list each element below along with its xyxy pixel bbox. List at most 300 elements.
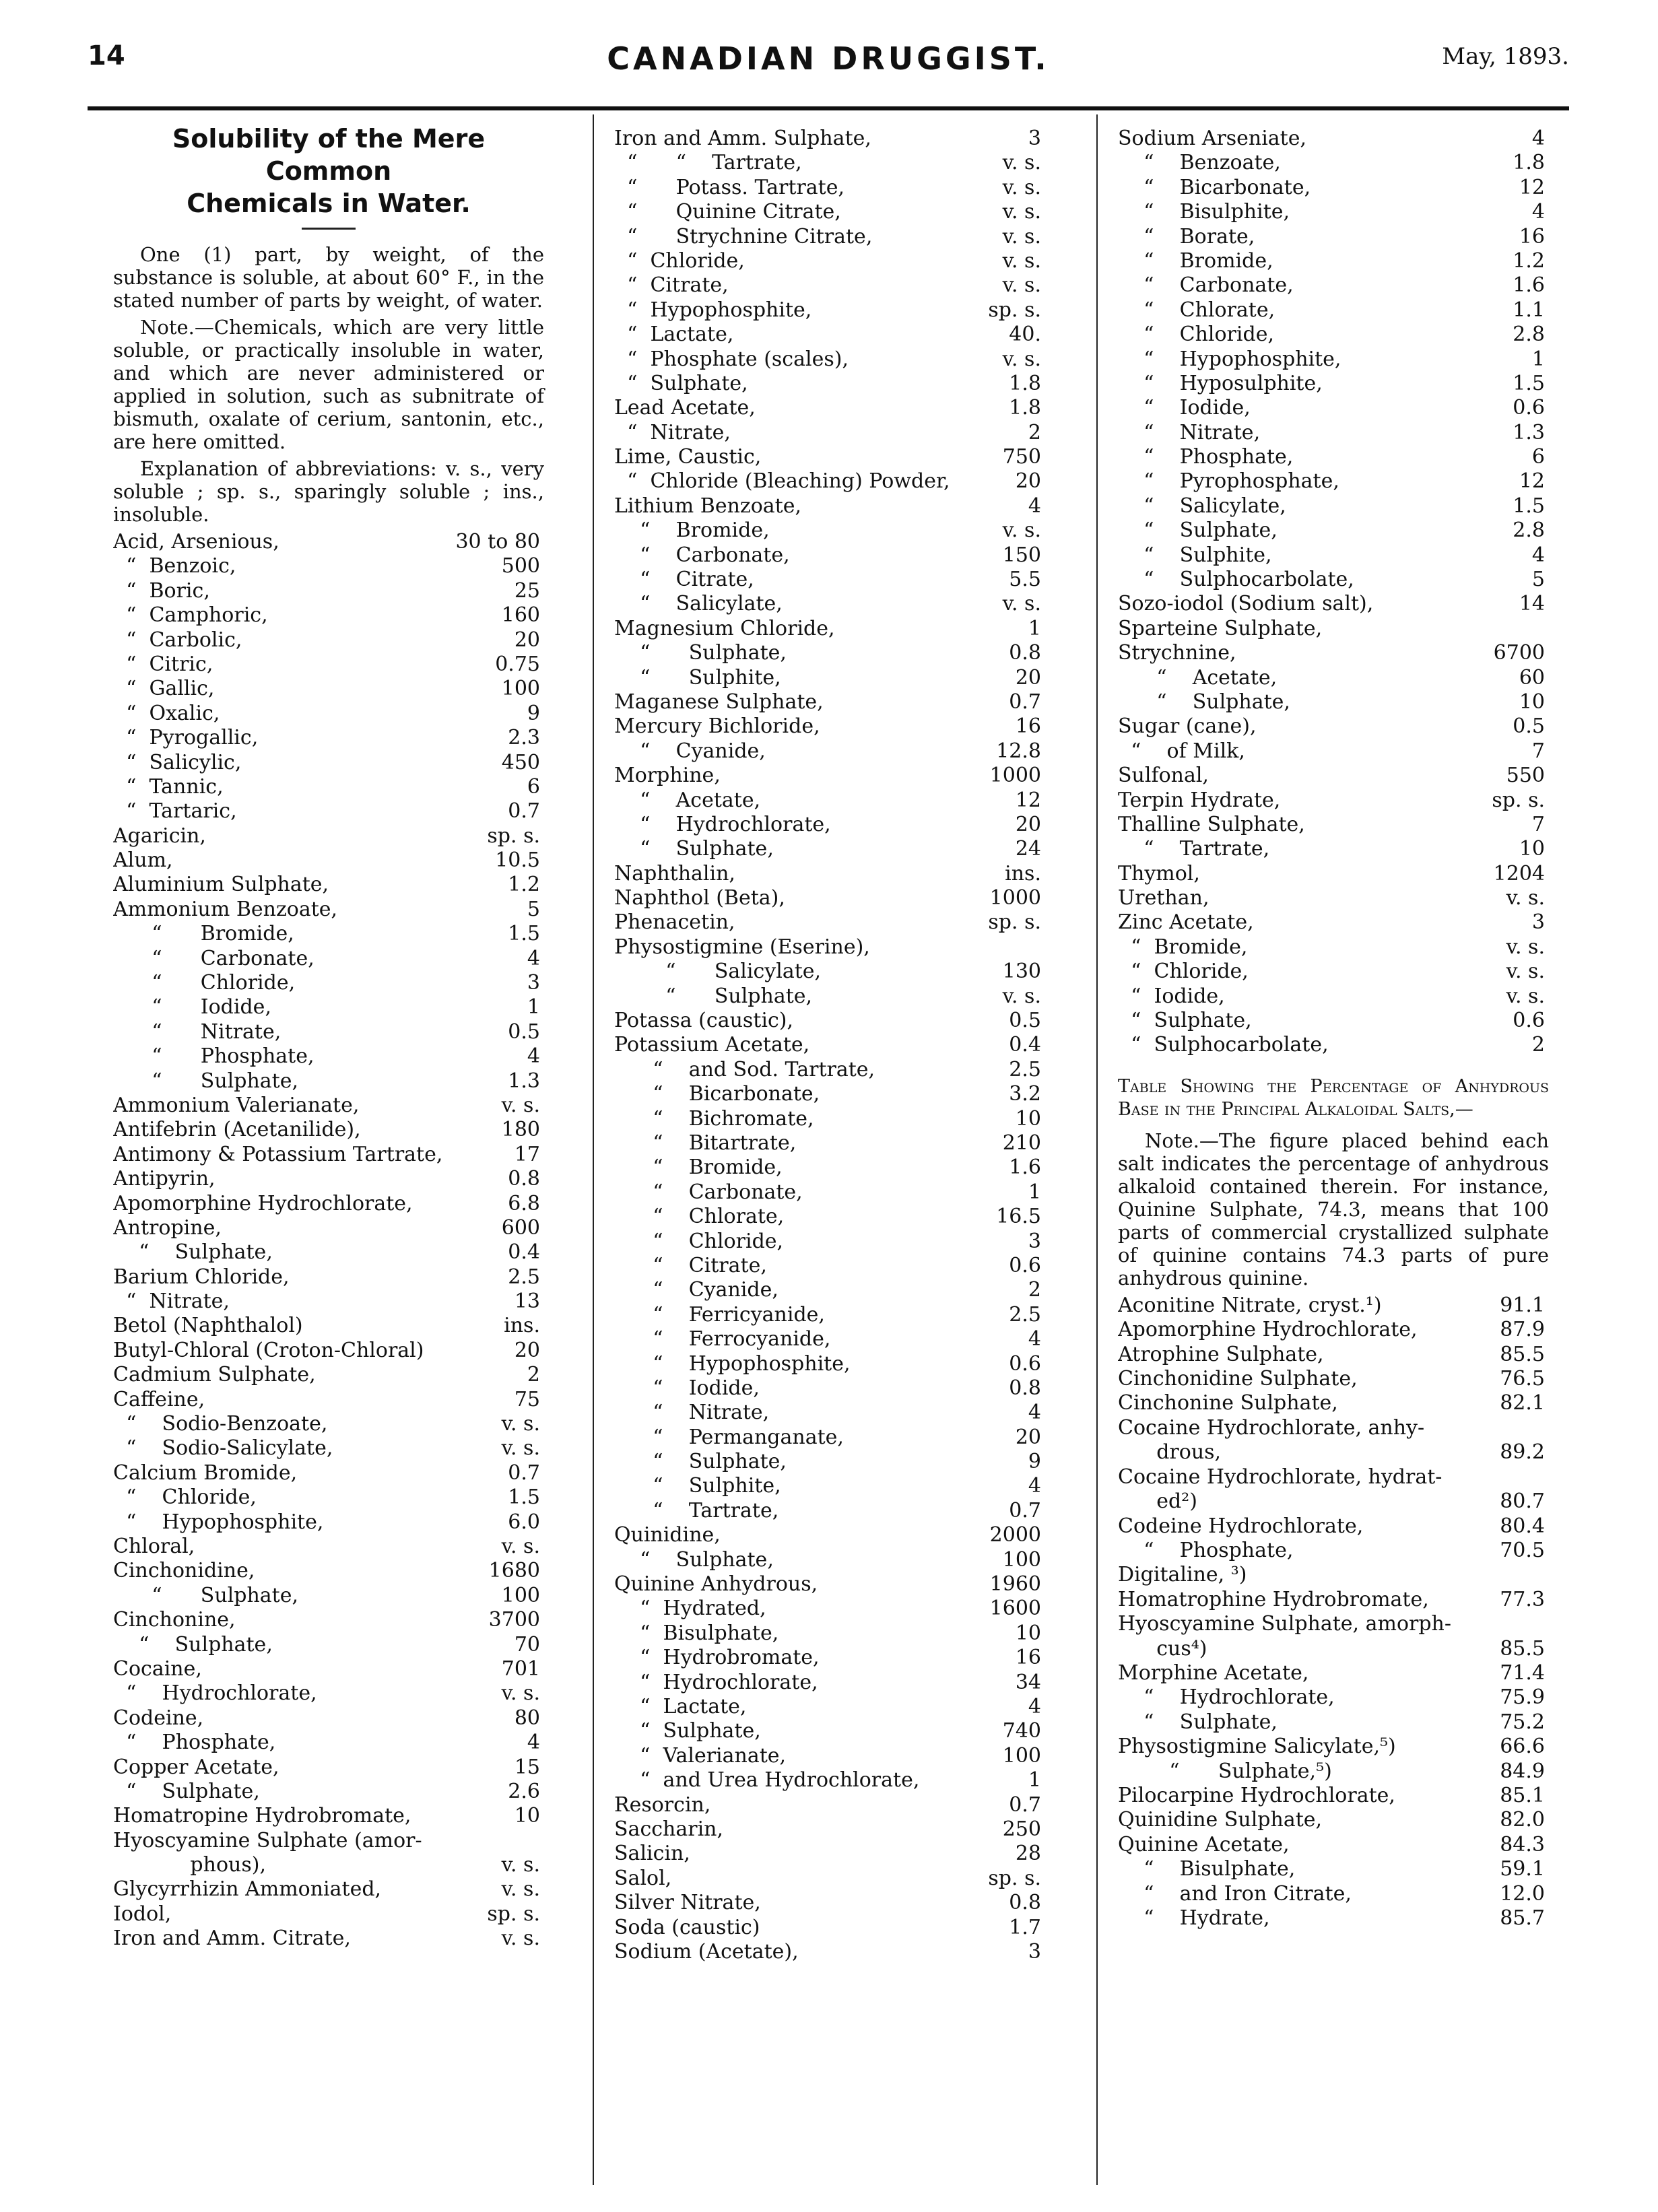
list-item (1118, 1416, 1549, 1465)
solubility-value: 750 (1002, 445, 1041, 469)
list-item (113, 1608, 544, 1632)
column-2 (614, 123, 1045, 1964)
solubility-value: 6.0 (508, 1510, 540, 1534)
list-item (614, 176, 1045, 200)
substance-name: “ Phosphate, (113, 1044, 314, 1069)
substance-name: Aluminium Sulphate, (113, 873, 329, 897)
substance-name: “ Chloride (Bleaching) Powder, (614, 469, 950, 494)
list-item (1118, 714, 1549, 739)
list-item (1118, 421, 1549, 445)
solubility-value: 0.4 (1009, 1033, 1041, 1057)
solubility-value: 2.5 (1009, 1057, 1041, 1081)
list-item (113, 824, 544, 848)
substance-name: Potassium Acetate, (614, 1033, 810, 1057)
solubility-value: 87.9 (1500, 1318, 1545, 1342)
list-item (614, 494, 1045, 518)
substance-name: “ Sulphate, (1118, 1710, 1278, 1734)
solubility-value: v. s. (501, 1093, 540, 1117)
substance-name: Pilocarpine Hydrochlorate, (1118, 1783, 1395, 1807)
substance-name: “ Bicarbonate, (1118, 175, 1311, 199)
list-item (614, 1352, 1045, 1376)
list-item (1118, 445, 1549, 469)
substance-name: “ Benzoic, (113, 554, 236, 578)
solubility-value: 1 (527, 995, 540, 1019)
substance-name: “ Citrate, (614, 1253, 767, 1277)
substance-name: “ Bromide, (113, 922, 294, 946)
solubility-value: 0.6 (1513, 396, 1545, 420)
list-item (113, 579, 544, 603)
solubility-value: 0.7 (1009, 690, 1041, 714)
solubility-value: 12 (1519, 175, 1545, 199)
substance-name: Thymol, (1118, 861, 1200, 885)
solubility-value: 100 (501, 1583, 540, 1607)
solubility-value: 40. (1009, 323, 1041, 347)
substance-name: “ Acetate, (1118, 665, 1278, 690)
substance-name: Aconitine Nitrate, cryst.¹) (1118, 1293, 1382, 1317)
list-item (614, 1842, 1045, 1866)
list-item (1118, 1343, 1549, 1367)
substance-name: Naphthol (Beta), (614, 886, 785, 910)
solubility-value: 25 (514, 578, 540, 603)
list-item (113, 628, 544, 652)
solubility-value: 13 (514, 1289, 540, 1314)
solubility-value: 1 (1531, 347, 1545, 371)
substance-name: “ Sulphate, (614, 984, 813, 1008)
list-item (1118, 1906, 1549, 1931)
substance-name: “ Sulphate, (113, 1069, 298, 1093)
list-item (614, 1254, 1045, 1278)
substance-name: Lead Acetate, (614, 396, 756, 420)
solubility-value: 6 (527, 774, 540, 799)
list-item (113, 1094, 544, 1118)
solubility-value: ins. (1005, 861, 1041, 885)
list-item (113, 1633, 544, 1657)
substance-name: “ Bromide, (1118, 935, 1248, 959)
list-item (614, 1033, 1045, 1057)
substance-name: “ Oxalic, (113, 701, 220, 725)
solubility-value: 1.5 (508, 1485, 540, 1510)
list-item (113, 947, 544, 971)
list-item (113, 1143, 544, 1167)
solubility-value: v. s. (1002, 518, 1041, 543)
solubility-value: 75.2 (1500, 1710, 1545, 1734)
solubility-value: 0.6 (1009, 1351, 1041, 1376)
list-item (614, 1597, 1045, 1621)
substance-name: Homatropine Hydrobromate, (113, 1804, 411, 1828)
substance-name: Acid, Arsenious, (113, 529, 279, 554)
substance-name: Apomorphine Hydrochlorate, (1118, 1318, 1418, 1342)
solubility-value: v. s. (1002, 592, 1041, 616)
solubility-value: 16 (1519, 224, 1545, 248)
list-item (113, 1877, 544, 1902)
substance-name: “ Sulphocarbolate, (1118, 1033, 1329, 1057)
solubility-value: 5.5 (1009, 568, 1041, 592)
solubility-value: 12 (1519, 469, 1545, 494)
list-item (113, 873, 544, 897)
substance-name: “ Iodide, (113, 995, 271, 1019)
solubility-value: 2.3 (508, 726, 540, 750)
substance-name: “ Acetate, (614, 788, 761, 812)
list-item (614, 372, 1045, 396)
list-item (113, 995, 544, 1019)
solubility-value: sp. s. (487, 824, 540, 848)
list-item (614, 298, 1045, 323)
solubility-value: 82.1 (1500, 1391, 1545, 1415)
list-item (1118, 666, 1549, 690)
substance-name: “ Sulphocarbolate, (1118, 568, 1354, 592)
list-item (113, 1485, 544, 1510)
list-item (113, 1902, 544, 1926)
substance-name: “ Bisulphate, (1118, 1857, 1296, 1881)
substance-name: “ Potass. Tartrate, (614, 175, 844, 199)
list-item (614, 1916, 1045, 1940)
list-item (113, 1461, 544, 1485)
solubility-value: 1.1 (1513, 298, 1545, 322)
solubility-value: 1.6 (1513, 273, 1545, 298)
solubility-list-3 (1118, 127, 1549, 1058)
substance-name: “ Chlorate, (1118, 298, 1275, 322)
list-item (1118, 1882, 1549, 1906)
list-item (614, 1719, 1045, 1743)
solubility-value: 600 (501, 1215, 540, 1240)
solubility-value: 76.5 (1500, 1367, 1545, 1391)
list-item (614, 323, 1045, 347)
solubility-value: 1.5 (1513, 371, 1545, 395)
solubility-value: v. s. (1002, 224, 1041, 248)
substance-name: “ Sulphite, (614, 665, 781, 690)
substance-name: Zinc Acetate, (1118, 910, 1254, 935)
solubility-value: v. s. (1002, 273, 1041, 298)
solubility-value: 0.8 (1009, 641, 1041, 665)
solubility-value: v. s. (1002, 200, 1041, 224)
list-item (614, 1523, 1045, 1547)
substance-name: “ Tartrate, (1118, 837, 1270, 861)
substance-name: “ of Milk, (1118, 739, 1245, 763)
solubility-value: v. s. (1506, 886, 1545, 910)
solubility-value: v. s. (501, 1853, 540, 1877)
article-title-line-1: Solubility of the Mere Common (172, 124, 486, 186)
substance-name: Salol, (614, 1866, 672, 1890)
substance-name: “ Sulphate, (614, 837, 774, 861)
substance-name: Lime, Caustic, (614, 445, 762, 469)
list-item (614, 1303, 1045, 1327)
list-item (113, 1363, 544, 1387)
solubility-value: 5 (1531, 568, 1545, 592)
substance-name: Morphine, (614, 764, 721, 788)
solubility-list-1 (113, 530, 544, 1951)
solubility-value: v. s. (1002, 984, 1041, 1008)
list-item (1118, 1367, 1549, 1391)
substance-name: “ Sulphate, (614, 371, 748, 395)
substance-name: “ Sulphite, (614, 1474, 781, 1498)
substance-name: “ Tartrate, (614, 1498, 779, 1522)
list-item (1118, 347, 1549, 372)
solubility-value: 4 (1028, 1474, 1041, 1498)
substance-name: Codeine Hydrochlorate, (1118, 1514, 1364, 1538)
list-item (1118, 249, 1549, 273)
list-item (113, 1289, 544, 1314)
solubility-value: 85.5 (1500, 1342, 1545, 1366)
list-item (614, 837, 1045, 861)
solubility-value: 3700 (488, 1608, 540, 1632)
solubility-value: 1.8 (1009, 396, 1041, 420)
substance-name: Digitaline, ³) (1118, 1563, 1247, 1587)
list-item (614, 1327, 1045, 1351)
solubility-value: 4 (527, 1044, 540, 1069)
list-item (113, 751, 544, 775)
list-item (113, 530, 544, 554)
solubility-value: 3 (1028, 1939, 1041, 1964)
solubility-value: 5 (527, 897, 540, 921)
list-item (614, 862, 1045, 886)
column-divider (1096, 114, 1098, 2185)
solubility-value: 2 (1531, 1033, 1545, 1057)
substance-name: “ Cyanide, (614, 1278, 778, 1302)
solubility-value: 0.4 (508, 1240, 540, 1265)
list-item (1118, 984, 1549, 1009)
list-item (113, 848, 544, 873)
list-item (113, 652, 544, 677)
substance-name: “ Camphoric, (113, 603, 268, 628)
substance-name: Lithium Benzoate, (614, 494, 802, 518)
list-item (1118, 469, 1549, 494)
substance-name: Agaricin, (113, 824, 206, 848)
abbreviations-paragraph: Explanation of abbreviations: v. s., very soluble ; sp. s., sparingly soluble ; ins., insoluble. (113, 457, 544, 526)
list-item (614, 617, 1045, 641)
list-item (113, 677, 544, 701)
solubility-value: 2.5 (1009, 1302, 1041, 1327)
solubility-value: 71.4 (1500, 1661, 1545, 1685)
solubility-value: 0.8 (1009, 1376, 1041, 1400)
substance-name: Sulfonal, (1118, 764, 1209, 788)
list-item (1118, 543, 1549, 568)
list-item (614, 421, 1045, 445)
list-item (614, 1793, 1045, 1817)
solubility-value: 4 (1531, 543, 1545, 567)
solubility-value: 3 (1531, 910, 1545, 935)
solubility-value: 10 (1519, 837, 1545, 861)
solubility-value: 1.5 (1513, 494, 1545, 518)
substance-name: Apomorphine Hydrochlorate, (113, 1191, 413, 1215)
solubility-value: 450 (501, 750, 540, 774)
substance-name: Cinchonidine, (113, 1559, 255, 1583)
solubility-value: 1.2 (508, 873, 540, 897)
solubility-value: 75 (514, 1387, 540, 1411)
substance-name: “ Bitartrate, (614, 1131, 797, 1155)
solubility-value: 1 (1028, 616, 1041, 640)
list-item (113, 1436, 544, 1461)
substance-name: Physostigmine (Eserine), (614, 935, 870, 959)
solubility-value: 2000 (989, 1523, 1041, 1547)
substance-name: “ Citric, (113, 652, 213, 676)
solubility-value: 4 (1531, 126, 1545, 150)
list-item (113, 1731, 544, 1755)
list-item (1118, 323, 1549, 347)
substance-name: “ Ferrocyanide, (614, 1327, 831, 1351)
list-item (113, 554, 544, 578)
journal-title: CANADIAN DRUGGIST. (607, 40, 1050, 77)
substance-name: “ Phosphate, (113, 1731, 276, 1755)
solubility-value: 15 (514, 1755, 540, 1779)
solubility-value: 91.1 (1500, 1293, 1545, 1317)
list-item (614, 1768, 1045, 1792)
list-item (113, 1535, 544, 1559)
list-item (1118, 1857, 1549, 1881)
solubility-value: 70 (514, 1632, 540, 1656)
substance-name: “ Sulphate, (113, 1240, 273, 1265)
substance-name: Antifebrin (Acetanilide), (113, 1118, 361, 1142)
solubility-value: 1 (1028, 1768, 1041, 1792)
substance-name: phous), (113, 1853, 266, 1877)
list-item (614, 1107, 1045, 1131)
list-item (113, 1314, 544, 1339)
substance-name: “ Carbonate, (614, 543, 790, 567)
substance-name: “ Phosphate, (1118, 445, 1294, 469)
list-item (614, 518, 1045, 543)
solubility-value: v. s. (501, 1926, 540, 1951)
substance-name: Cadmium Sulphate, (113, 1363, 316, 1387)
list-item (113, 1020, 544, 1044)
substance-name: Chloral, (113, 1535, 195, 1558)
substance-name: Magnesium Chloride, (614, 616, 835, 640)
substance-name: “ “ Tartrate, (614, 151, 802, 175)
substance-name: Hyoscyamine Sulphate, amorph- cus⁴) (1118, 1612, 1452, 1661)
substance-name: “ Permanganate, (614, 1425, 844, 1449)
list-item (1118, 1465, 1549, 1514)
solubility-value: 100 (1002, 1547, 1041, 1572)
substance-name: Codeine, (113, 1706, 204, 1730)
substance-name: “ Chloride, (614, 1229, 784, 1253)
substance-name: “ Salicylate, (614, 592, 783, 616)
solubility-value: v. s. (501, 1877, 540, 1902)
substance-name: Alum, (113, 848, 173, 873)
solubility-value: 0.75 (495, 652, 540, 676)
list-item (1118, 1539, 1549, 1563)
solubility-value: 20 (1015, 812, 1041, 836)
substance-name: Atrophine Sulphate, (1118, 1342, 1324, 1366)
list-item (113, 971, 544, 995)
substance-name: “ Sodio-Benzoate, (113, 1412, 328, 1436)
solubility-value: 4 (1531, 200, 1545, 224)
substance-name: Quinidine, (614, 1523, 721, 1547)
solubility-value: 0.7 (1009, 1498, 1041, 1522)
list-item (614, 1817, 1045, 1842)
list-item (614, 935, 1045, 960)
substance-name: “ Sulphate, (614, 641, 787, 665)
solubility-value: v. s. (1002, 151, 1041, 175)
list-item (113, 1780, 544, 1804)
solubility-value: 9 (1028, 1450, 1041, 1474)
list-item (614, 960, 1045, 984)
substance-name: “ Sulphate, (113, 1779, 260, 1803)
solubility-value: 1.2 (1513, 248, 1545, 273)
substance-name: “ Hypophosphite, (614, 298, 812, 322)
list-item (1118, 151, 1549, 175)
list-item (614, 1474, 1045, 1498)
solubility-value: 6 (1531, 445, 1545, 469)
solubility-value: 84.9 (1500, 1759, 1545, 1783)
list-item (614, 641, 1045, 665)
solubility-value: v. s. (1002, 175, 1041, 199)
substance-name: “ Hypophosphite, (614, 1351, 851, 1376)
article-title (113, 123, 544, 220)
list-item (614, 1548, 1045, 1572)
substance-name: “ Sulphate, (1118, 690, 1290, 714)
substance-name: “ Citrate, (614, 568, 754, 592)
substance-name: “ Tartaric, (113, 799, 237, 824)
substance-name: Soda (caustic) (614, 1915, 760, 1939)
solubility-value: 4 (1028, 1401, 1041, 1425)
substance-name: Barium Chloride, (113, 1265, 290, 1289)
substance-name: Betol (Naphthalol) (113, 1314, 303, 1338)
list-item (113, 603, 544, 628)
substance-name: Ammonium Valerianate, (113, 1093, 360, 1117)
list-item (113, 1584, 544, 1608)
list-item (614, 1426, 1045, 1450)
list-item (113, 1339, 544, 1363)
list-item (614, 1450, 1045, 1474)
solubility-value: 84.3 (1500, 1832, 1545, 1856)
list-item (614, 1131, 1045, 1155)
list-item (614, 151, 1045, 175)
substance-name: “ Borate, (1118, 224, 1255, 248)
substance-name: Glycyrrhizin Ammoniated, (113, 1877, 382, 1902)
solubility-value: 14 (1519, 592, 1545, 616)
solubility-value: 89.2 (1500, 1440, 1545, 1465)
substance-name: “ Boric, (113, 578, 210, 603)
list-item (614, 1646, 1045, 1670)
header-rule (88, 106, 1569, 110)
list-item (614, 1155, 1045, 1180)
list-item (1118, 518, 1549, 543)
solubility-value: sp. s. (487, 1902, 540, 1926)
substance-name: “ Carbonate, (113, 946, 314, 970)
solubility-value: 20 (1015, 665, 1041, 690)
solubility-value: 130 (1002, 960, 1041, 984)
solubility-value: 1960 (989, 1572, 1041, 1597)
substance-name: Antropine, (113, 1215, 222, 1240)
list-item (614, 984, 1045, 1009)
substance-name: Sparteine Sulphate, (1118, 616, 1323, 640)
solubility-value: 100 (501, 677, 540, 701)
solubility-value: v. s. (501, 1412, 540, 1436)
list-item (1118, 1735, 1549, 1759)
substance-name: Iron and Amm. Sulphate, (614, 126, 871, 150)
title-rule (302, 228, 356, 230)
list-item (614, 714, 1045, 739)
solubility-value: 1000 (989, 764, 1041, 788)
solubility-value: 1.8 (1009, 371, 1041, 395)
list-item (614, 1744, 1045, 1768)
substance-name: “ Iodide, (1118, 396, 1251, 420)
list-item (113, 1265, 544, 1289)
substance-name: Cinchonine, (113, 1608, 236, 1632)
list-item (1118, 911, 1549, 935)
list-item (113, 922, 544, 946)
list-item (113, 1657, 544, 1681)
list-item (1118, 1391, 1549, 1415)
list-item (1118, 1009, 1549, 1033)
substance-name: Caffeine, (113, 1387, 205, 1411)
solubility-value: 20 (514, 1338, 540, 1362)
substance-name: Silver Nitrate, (614, 1891, 761, 1915)
substance-name: “ Hydrated, (614, 1597, 766, 1621)
substance-name: Antimony & Potassium Tartrate, (113, 1142, 443, 1166)
substance-name: “ Sulphate, (113, 1632, 273, 1656)
list-item (614, 1867, 1045, 1891)
substance-name: Salicin, (614, 1842, 690, 1866)
list-item (614, 200, 1045, 224)
